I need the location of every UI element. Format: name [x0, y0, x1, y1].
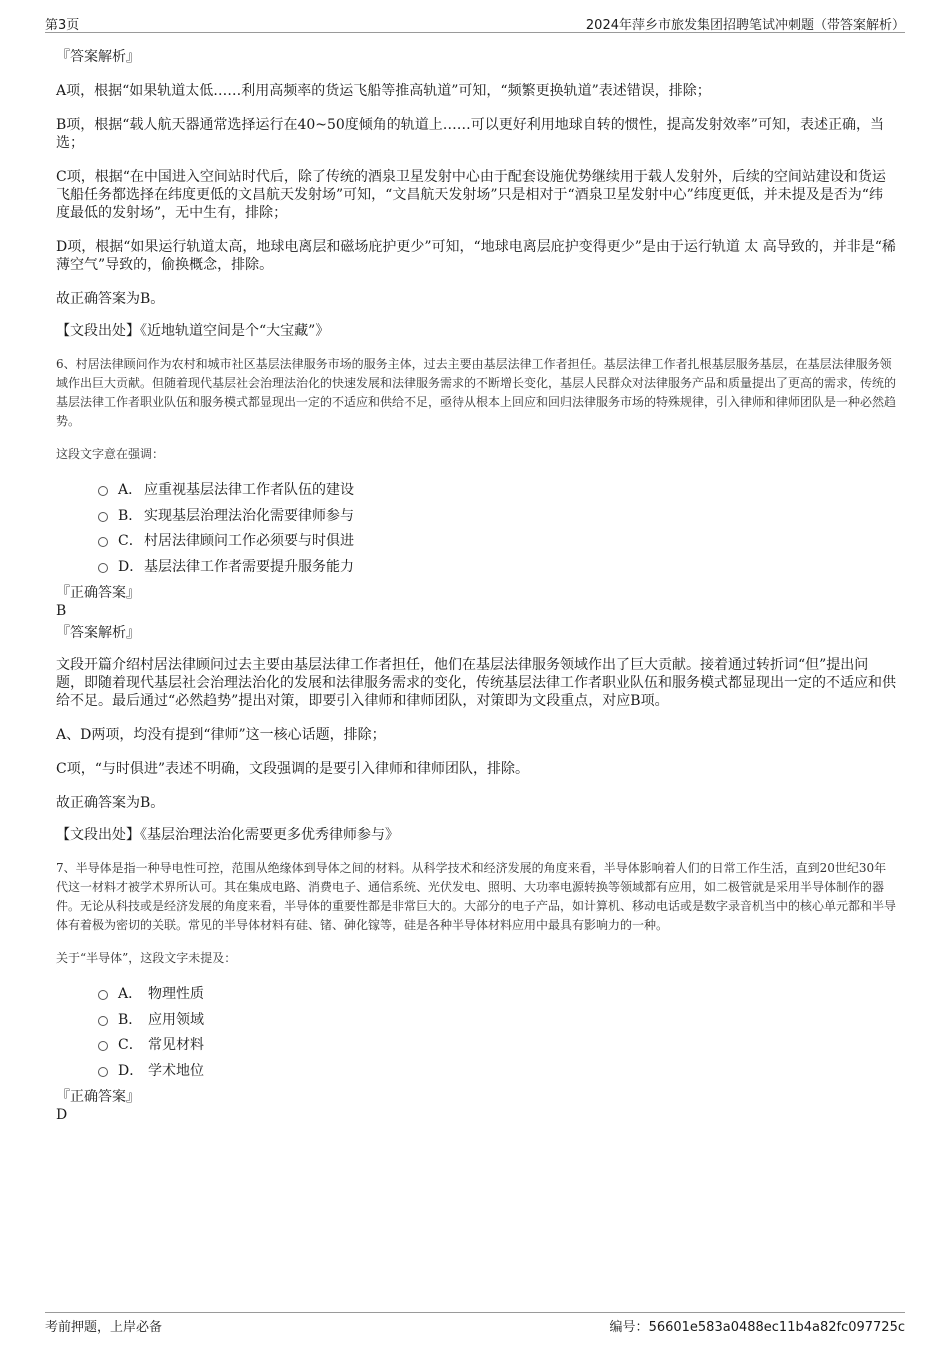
document-title: 2024年萍乡市旅发集团招聘笔试冲刺题（带答案解析） [585, 18, 905, 33]
q6-analysis: 文段开篇介绍村居法律顾问过去主要由基层法律工作者担任，他们在基层法律服务领域作出了巨大贡献。接着通过转折词“但”提出问题，即随着现代基层社会治理法治化的发展和法律服务需求的变化，传统基层法律工作者职业队伍和服务模式都显现出一定的不适应和供给不足。最后通过“必然趋势”提出对策，即要引入律师和律师团队，对策即为文段重点，对应B项。 [56, 657, 896, 709]
radio-button-icon[interactable] [98, 1041, 108, 1051]
q5-analysis-label: 『答案解析』 [56, 49, 140, 65]
page-header [45, 12, 905, 33]
code-label: 编号： [609, 1320, 649, 1335]
q6-analysis-c: C项，“与时俱进”表述不明确，文段强调的是要引入律师和律师团队，排除。 [56, 761, 530, 777]
q6-option-c[interactable]: C．村居法律顾问工作必须要与时俱进 [56, 529, 896, 555]
q6-options [56, 478, 896, 580]
q7-option-c[interactable]: C． 常见材料 [56, 1033, 896, 1059]
q6-option-b[interactable]: B． 实现基层治理法治化需要律师参与 [56, 504, 896, 530]
q7-option-d[interactable]: D． 学术地位 [56, 1059, 896, 1085]
q6-option-a[interactable]: A． 应重视基层法律工作者队伍的建设 [56, 478, 896, 504]
page-content [56, 46, 896, 1124]
q7-question: 关于“半导体”，这段文字未提及： [56, 951, 237, 965]
radio-button-icon[interactable] [98, 990, 108, 1000]
radio-button-icon[interactable] [98, 537, 108, 547]
q6-conclusion: 故正确答案为B。 [56, 795, 165, 811]
q6-question: 这段文字意在强调： [56, 447, 165, 461]
q5-analysis-b: B项，根据“载人航天器通常选择运行在40~50度倾角的轨道上……可以更好利用地球自转的惯性，提高发射效率”可知，表述正确，当选； [56, 117, 884, 151]
radio-button-icon[interactable] [98, 1016, 108, 1026]
q7-answer: D [56, 1107, 68, 1123]
page-number: 第3页 [45, 18, 80, 33]
radio-button-icon[interactable] [98, 1067, 108, 1077]
radio-button-icon[interactable] [98, 512, 108, 522]
q6-analysis-label: 『答案解析』 [56, 625, 140, 641]
q5-source: 【文段出处】《近地轨道空间是个“大宝藏”》 [56, 323, 330, 339]
q7-options [56, 982, 896, 1084]
footer-slogan: 考前押题，上岸必备 [45, 1320, 163, 1335]
q6-answer-label: 『正确答案』 [56, 585, 140, 601]
q6-analysis-ad: A、D两项，均没有提到“律师”这一核心话题，排除； [56, 727, 386, 743]
q5-analysis-d: D项，根据“如果运行轨道太高，地球电离层和磁场庇护更少”可知，“地球电离层庇护变得更少”是由于运行轨道 太 高导致的，并非是“稀薄空气”导致的，偷换概念，排除。 [56, 239, 896, 273]
q7-stem: 7、半导体是指一种导电性可控，范围从绝缘体到导体之间的材料。从科学技术和经济发展的角度来看，半导体影响着人们的日常工作生活，直到20世纪30年代这一材料才被学术界所认可。其在集成电路、消费电子、通信系统、光伏发电、照明、大功率电源转换等领域都有应用，如二极管就是采用半导体制作的器件。无论从科技或是经济发展的角度来看，半导体的重要性都是非常巨大的。大部分的电子产品，如计算机、移动电话或是数字录音机当中的核心单元都和半导体有着极为密切的关联。常见的半导体材料有硅、锗、砷化镓等，硅是各种半导体材料应用中最具有影响力的一种。 [56, 861, 897, 932]
document-code [610, 1316, 905, 1335]
q6-source: 【文段出处】《基层治理法治化需要更多优秀律师参与》 [56, 827, 399, 843]
q7-option-b[interactable]: B． 应用领域 [56, 1008, 896, 1034]
q5-analysis-c: C项，根据“在中国进入空间站时代后，除了传统的酒泉卫星发射中心由于配套设施优势继续用于载人发射外，后续的空间站建设和货运飞船任务都选择在纬度更低的文昌航天发射场”可知，“文昌航天发射场”只是相对于“酒泉卫星发射中心”纬度更低，并未提及是否为“纬度最低的发射场”，无中生有，排除； [56, 169, 886, 221]
q5-conclusion: 故正确答案为B。 [56, 291, 165, 307]
q5-analysis-a: A项，根据“如果轨道太低……利用高频率的货运飞船等推高轨道”可知，“频繁更换轨道”表述错误，排除； [56, 83, 711, 99]
q6-stem: 6、村居法律顾问作为农村和城市社区基层法律服务市场的服务主体，过去主要由基层法律工作者担任。基层法律工作者扎根基层服务基层，在基层法律服务领域作出巨大贡献。但随着现代基层社会治理法治化的快速发展和法律服务需求的不断增长变化，基层人民群众对法律服务产品和质量提出了更高的需求，传统的基层法律工作者职业队伍和服务模式都显现出一定的不适应和供给不足，亟待从根本上回应和回归法律服务市场的特殊规律，引入律师和律师团队是一种必然趋势。 [56, 357, 897, 428]
q7-option-a[interactable]: A． 物理性质 [56, 982, 896, 1008]
radio-button-icon[interactable] [98, 486, 108, 496]
q6-option-d[interactable]: D．基层法律工作者需要提升服务能力 [56, 555, 896, 581]
q6-answer: B [56, 603, 67, 619]
code-value: 56601e583a0488ec11b4a82fc097725c [648, 1320, 905, 1335]
page-footer [45, 1312, 905, 1337]
radio-button-icon[interactable] [98, 563, 108, 573]
q7-answer-label: 『正确答案』 [56, 1089, 140, 1105]
